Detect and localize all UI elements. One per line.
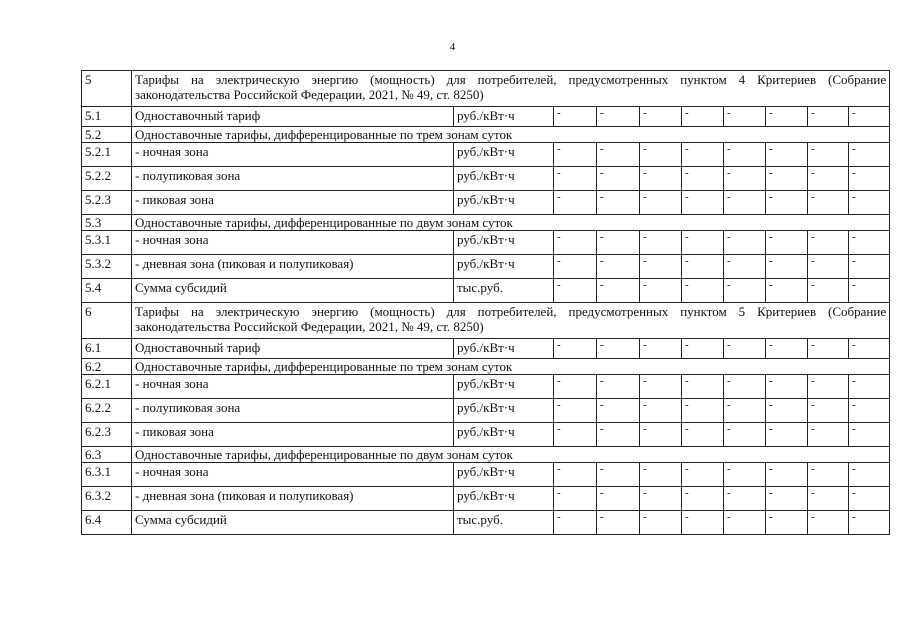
value-cell: -: [554, 463, 597, 487]
unit-cell: руб./кВт·ч: [454, 191, 554, 215]
value-cell: -: [808, 107, 849, 127]
row-number: 5: [82, 71, 132, 107]
value-cell: -: [597, 255, 640, 279]
value-cell: -: [640, 399, 682, 423]
indicator-name: - ночная зона: [132, 375, 454, 399]
value-cell: -: [554, 107, 597, 127]
section-title: Тарифы на электрическую энергию (мощность) для потребителей, предусмотренных пунктом 5 Критериев (Собрание законодательства Российской Федерации, 2021, № 49, ст. 8250): [132, 303, 890, 339]
row-number: 5.2: [82, 127, 132, 143]
table-row: [82, 339, 890, 359]
value-cell: -: [849, 487, 890, 511]
value-cell: -: [808, 167, 849, 191]
value-cell: -: [640, 143, 682, 167]
value-cell: -: [808, 143, 849, 167]
subsection-row: [82, 127, 890, 143]
row-number: 6: [82, 303, 132, 339]
value-cell: -: [597, 231, 640, 255]
value-cell: -: [724, 463, 766, 487]
value-cell: -: [808, 487, 849, 511]
table-row: [82, 375, 890, 399]
indicator-name: - ночная зона: [132, 463, 454, 487]
value-cell: -: [597, 191, 640, 215]
value-cell: -: [766, 279, 808, 303]
value-cell: -: [640, 463, 682, 487]
unit-cell: руб./кВт·ч: [454, 107, 554, 127]
row-number: 6.4: [82, 511, 132, 535]
value-cell: -: [597, 399, 640, 423]
indicator-name: - полупиковая зона: [132, 167, 454, 191]
indicator-name: - дневная зона (пиковая и полупиковая): [132, 255, 454, 279]
value-cell: -: [849, 231, 890, 255]
value-cell: -: [766, 339, 808, 359]
value-cell: -: [554, 399, 597, 423]
row-number: 6.3.2: [82, 487, 132, 511]
value-cell: -: [640, 191, 682, 215]
value-cell: -: [640, 107, 682, 127]
table-row: [82, 511, 890, 535]
value-cell: -: [554, 167, 597, 191]
value-cell: -: [724, 255, 766, 279]
value-cell: -: [640, 375, 682, 399]
value-cell: -: [682, 487, 724, 511]
value-cell: -: [640, 167, 682, 191]
value-cell: -: [554, 279, 597, 303]
value-cell: -: [597, 423, 640, 447]
unit-cell: руб./кВт·ч: [454, 487, 554, 511]
row-number: 6.2: [82, 359, 132, 375]
value-cell: -: [682, 231, 724, 255]
value-cell: -: [554, 375, 597, 399]
value-cell: -: [554, 423, 597, 447]
value-cell: -: [766, 375, 808, 399]
subsection-row: [82, 215, 890, 231]
value-cell: -: [808, 463, 849, 487]
unit-cell: тыс.руб.: [454, 511, 554, 535]
indicator-name: - дневная зона (пиковая и полупиковая): [132, 487, 454, 511]
value-cell: -: [808, 279, 849, 303]
table-row: [82, 255, 890, 279]
table-row: [82, 423, 890, 447]
value-cell: -: [724, 511, 766, 535]
subsection-title: Одноставочные тарифы, дифференцированные по трем зонам суток: [132, 127, 890, 143]
value-cell: -: [724, 143, 766, 167]
table-row: [82, 463, 890, 487]
section-title: Тарифы на электрическую энергию (мощность) для потребителей, предусмотренных пунктом 4 Критериев (Собрание законодательства Российской Федерации, 2021, № 49, ст. 8250): [132, 71, 890, 107]
value-cell: -: [766, 191, 808, 215]
value-cell: -: [849, 191, 890, 215]
subsection-row: [82, 447, 890, 463]
table-row: [82, 231, 890, 255]
value-cell: -: [766, 107, 808, 127]
value-cell: -: [808, 511, 849, 535]
value-cell: -: [766, 487, 808, 511]
table-row: [82, 143, 890, 167]
unit-cell: руб./кВт·ч: [454, 143, 554, 167]
indicator-name: Одноставочный тариф: [132, 107, 454, 127]
table-row: [82, 191, 890, 215]
value-cell: -: [640, 339, 682, 359]
row-number: 5.4: [82, 279, 132, 303]
value-cell: -: [724, 423, 766, 447]
value-cell: -: [766, 143, 808, 167]
row-number: 5.3: [82, 215, 132, 231]
unit-cell: руб./кВт·ч: [454, 167, 554, 191]
indicator-name: Одноставочный тариф: [132, 339, 454, 359]
value-cell: -: [766, 511, 808, 535]
value-cell: -: [849, 511, 890, 535]
row-number: 6.2.3: [82, 423, 132, 447]
unit-cell: руб./кВт·ч: [454, 339, 554, 359]
table-row: [82, 167, 890, 191]
unit-cell: руб./кВт·ч: [454, 375, 554, 399]
value-cell: -: [766, 463, 808, 487]
row-number: 5.2.2: [82, 167, 132, 191]
row-number: 6.1: [82, 339, 132, 359]
value-cell: -: [724, 399, 766, 423]
unit-cell: руб./кВт·ч: [454, 231, 554, 255]
value-cell: -: [724, 191, 766, 215]
table-row: [82, 487, 890, 511]
value-cell: -: [682, 463, 724, 487]
value-cell: -: [682, 191, 724, 215]
row-number: 5.2.1: [82, 143, 132, 167]
value-cell: -: [682, 143, 724, 167]
value-cell: -: [849, 279, 890, 303]
value-cell: -: [808, 423, 849, 447]
subsection-title: Одноставочные тарифы, дифференцированные по трем зонам суток: [132, 359, 890, 375]
value-cell: -: [849, 375, 890, 399]
value-cell: -: [808, 255, 849, 279]
table-row: [82, 107, 890, 127]
section-row: [82, 303, 890, 339]
value-cell: -: [849, 339, 890, 359]
table-row: [82, 279, 890, 303]
value-cell: -: [554, 191, 597, 215]
row-number: 5.3.2: [82, 255, 132, 279]
indicator-name: Сумма субсидий: [132, 511, 454, 535]
indicator-name: - пиковая зона: [132, 191, 454, 215]
value-cell: -: [640, 423, 682, 447]
value-cell: -: [808, 339, 849, 359]
subsection-title: Одноставочные тарифы, дифференцированные по двум зонам суток: [132, 215, 890, 231]
value-cell: -: [682, 375, 724, 399]
row-number: 5.2.3: [82, 191, 132, 215]
value-cell: -: [682, 279, 724, 303]
unit-cell: руб./кВт·ч: [454, 463, 554, 487]
value-cell: -: [808, 399, 849, 423]
value-cell: -: [808, 231, 849, 255]
subsection-row: [82, 359, 890, 375]
row-number: 6.2.2: [82, 399, 132, 423]
value-cell: -: [766, 399, 808, 423]
value-cell: -: [724, 339, 766, 359]
row-number: 6.3.1: [82, 463, 132, 487]
value-cell: -: [597, 339, 640, 359]
indicator-name: - полупиковая зона: [132, 399, 454, 423]
value-cell: -: [724, 375, 766, 399]
value-cell: -: [597, 463, 640, 487]
value-cell: -: [554, 231, 597, 255]
value-cell: -: [640, 487, 682, 511]
value-cell: -: [849, 423, 890, 447]
value-cell: -: [766, 167, 808, 191]
value-cell: -: [682, 423, 724, 447]
value-cell: -: [682, 255, 724, 279]
unit-cell: руб./кВт·ч: [454, 399, 554, 423]
value-cell: -: [597, 167, 640, 191]
value-cell: -: [554, 487, 597, 511]
unit-cell: тыс.руб.: [454, 279, 554, 303]
row-number: 5.1: [82, 107, 132, 127]
indicator-name: - ночная зона: [132, 231, 454, 255]
value-cell: -: [597, 279, 640, 303]
value-cell: -: [640, 279, 682, 303]
value-cell: -: [808, 191, 849, 215]
value-cell: -: [766, 255, 808, 279]
table-row: [82, 399, 890, 423]
value-cell: -: [682, 511, 724, 535]
value-cell: -: [640, 231, 682, 255]
value-cell: -: [597, 143, 640, 167]
value-cell: -: [640, 255, 682, 279]
section-row: [82, 71, 890, 107]
value-cell: -: [849, 167, 890, 191]
unit-cell: руб./кВт·ч: [454, 423, 554, 447]
value-cell: -: [640, 511, 682, 535]
value-cell: -: [849, 143, 890, 167]
subsection-title: Одноставочные тарифы, дифференцированные по двум зонам суток: [132, 447, 890, 463]
row-number: 5.3.1: [82, 231, 132, 255]
indicator-name: Сумма субсидий: [132, 279, 454, 303]
value-cell: -: [554, 143, 597, 167]
indicator-name: - ночная зона: [132, 143, 454, 167]
value-cell: -: [724, 107, 766, 127]
value-cell: -: [597, 511, 640, 535]
value-cell: -: [597, 375, 640, 399]
value-cell: -: [597, 107, 640, 127]
page-number: 4: [449, 41, 456, 53]
value-cell: -: [849, 255, 890, 279]
value-cell: -: [554, 255, 597, 279]
value-cell: -: [766, 423, 808, 447]
value-cell: -: [682, 339, 724, 359]
value-cell: -: [554, 511, 597, 535]
value-cell: -: [682, 399, 724, 423]
value-cell: -: [808, 375, 849, 399]
row-number: 6.3: [82, 447, 132, 463]
value-cell: -: [724, 231, 766, 255]
value-cell: -: [554, 339, 597, 359]
value-cell: -: [724, 279, 766, 303]
unit-cell: руб./кВт·ч: [454, 255, 554, 279]
value-cell: -: [849, 399, 890, 423]
value-cell: -: [849, 463, 890, 487]
value-cell: -: [724, 167, 766, 191]
value-cell: -: [849, 107, 890, 127]
indicator-name: - пиковая зона: [132, 423, 454, 447]
value-cell: -: [682, 167, 724, 191]
tariff-table: [81, 70, 890, 535]
value-cell: -: [682, 107, 724, 127]
value-cell: -: [766, 231, 808, 255]
row-number: 6.2.1: [82, 375, 132, 399]
value-cell: -: [724, 487, 766, 511]
tariff-table-body: [82, 71, 890, 535]
value-cell: -: [597, 487, 640, 511]
